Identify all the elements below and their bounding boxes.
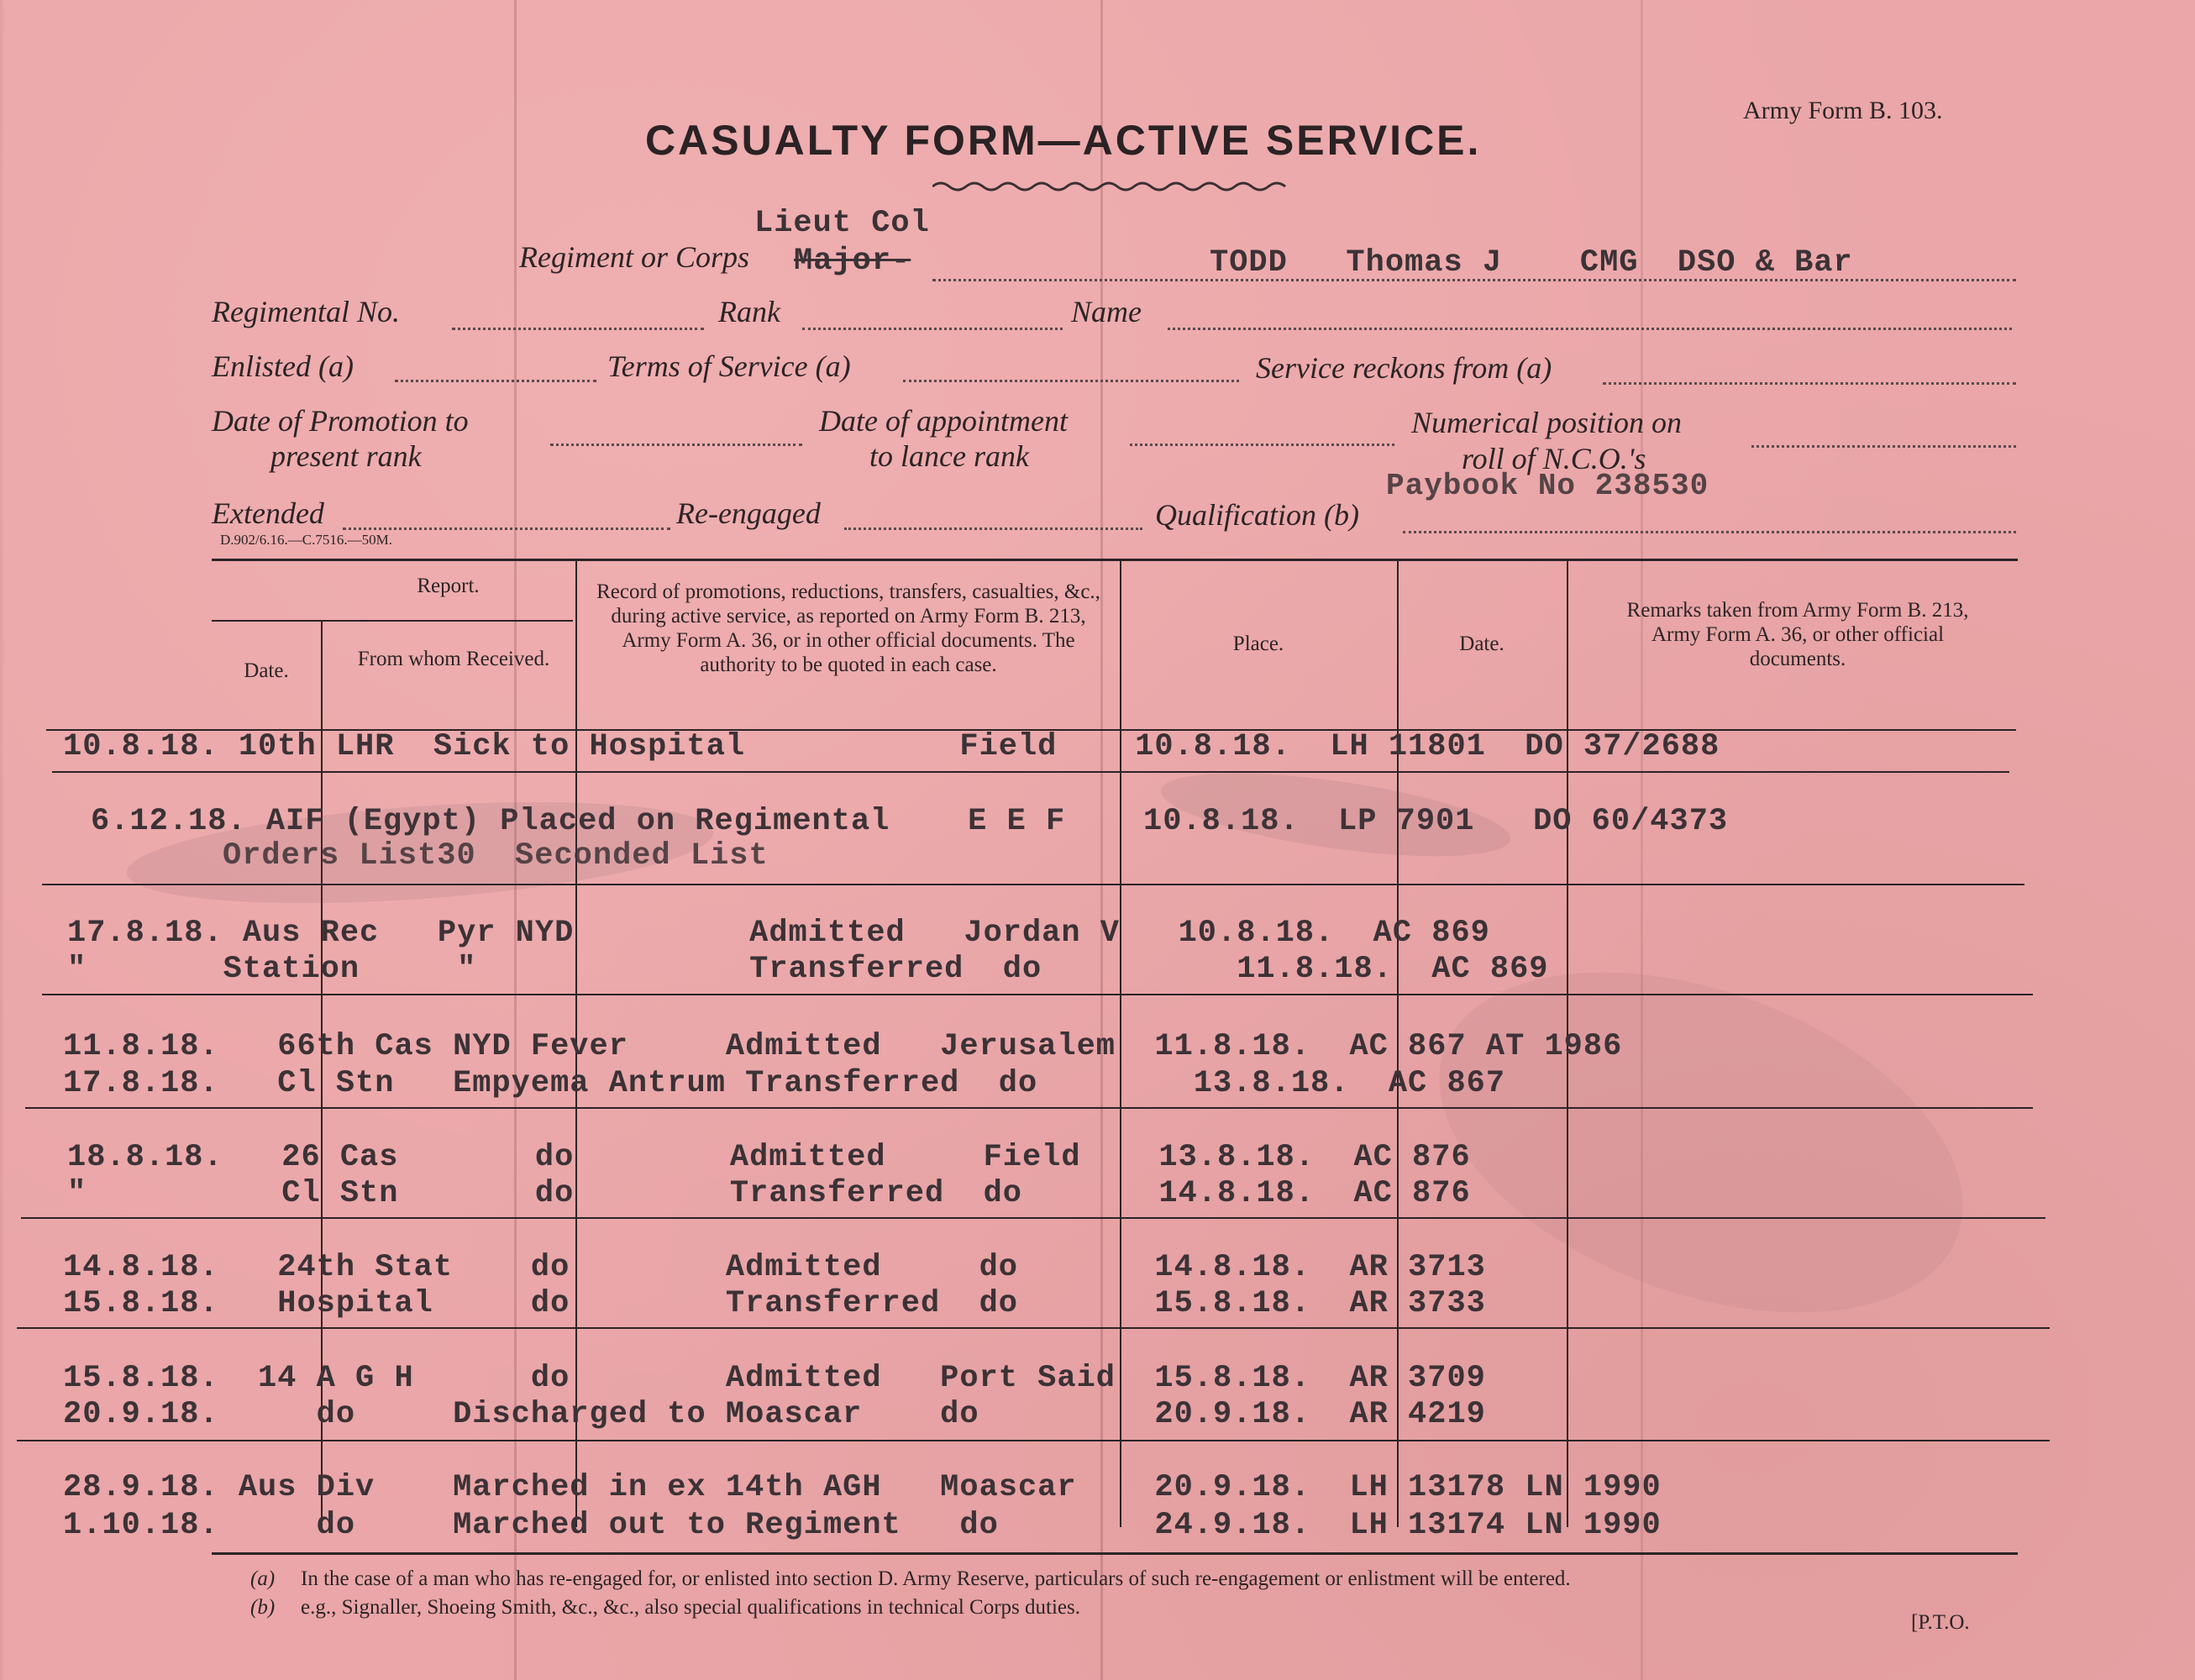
- form-title: CASUALTY FORM—ACTIVE SERVICE.: [645, 117, 1482, 164]
- report-subrule: [212, 620, 573, 622]
- reckons-dots: [1603, 382, 2016, 385]
- enlisted-label: Enlisted (a): [212, 349, 354, 383]
- entry-line: 28.9.18. Aus Div Marched in ex 14th AGH Moascar 20.9.18. LH 13178 LN 1990: [63, 1470, 1662, 1505]
- footnote-a-mark: (a): [250, 1567, 276, 1590]
- footnote-b: e.g., Signaller, Shoeing Smith, &c., &c., also special qualifications in technical Corps duties.: [301, 1596, 1080, 1619]
- entry-line: 10.8.18. 10th LHR Sick to Hospital Field 10.8.18. LH 11801 DO 37/2688: [63, 729, 1720, 764]
- table-bottom-rule: [212, 1552, 2018, 1555]
- qualification-label: Qualification (b): [1155, 498, 1359, 532]
- terms-dots: [903, 380, 1239, 382]
- rank-label: Rank: [718, 295, 780, 328]
- entry-line: 15.8.18. Hospital do Transferred do 15.8.18. AR 3733: [63, 1286, 1486, 1321]
- regiment-label: Regiment or Corps: [519, 240, 749, 274]
- name-dots: [1168, 328, 2012, 330]
- promotion-label-2: present rank: [270, 439, 422, 473]
- entry-line: Orders List30 Seconded List: [223, 838, 769, 874]
- pto-label: [P.T.O.: [1911, 1611, 1970, 1634]
- name-typed: TODD Thomas J CMG DSO & Bar: [1210, 245, 1853, 281]
- reckons-label: Service reckons from (a): [1256, 351, 1552, 385]
- reengaged-label: Re-engaged: [676, 496, 821, 530]
- rank-typed-top: Lieut Col: [754, 206, 930, 241]
- entry-line: 20.9.18. do Discharged to Moascar do 20.9.18. AR 4219: [63, 1397, 1486, 1432]
- appointment-label-1: Date of appointment: [819, 404, 1068, 438]
- footnote-b-mark: (b): [250, 1596, 276, 1619]
- entry-line: 14.8.18. 24th Stat do Admitted do 14.8.18. AR 3713: [63, 1250, 1486, 1285]
- entry-line: 1.10.18. do Marched out to Regiment do 24.9.18. LH 13174 LN 1990: [63, 1508, 1662, 1543]
- ink-smudge: [1156, 757, 1515, 873]
- print-code: D.902/6.16.—C.7516.—50M.: [220, 532, 392, 548]
- regimental-no-dots: [452, 328, 704, 330]
- appointment-label-2: to lance rank: [869, 439, 1029, 473]
- numerical-dots: [1751, 445, 2016, 448]
- place-header: Place.: [1232, 633, 1284, 655]
- entry-line: 17.8.18. Aus Rec Pyr NYD Admitted Jordan V 10.8.18. AC 869: [67, 916, 1490, 951]
- from-whom-header: From whom Received.: [357, 648, 550, 670]
- title-flourish: [932, 178, 1294, 195]
- numerical-label-1: Numerical position on: [1411, 406, 1682, 439]
- promotion-label-1: Date of Promotion to: [212, 404, 469, 438]
- extended-dots: [343, 528, 670, 530]
- date-header: Date.: [244, 659, 289, 682]
- entry-line: " Station " Transferred do 11.8.18. AC 869: [67, 952, 1549, 987]
- extended-label: Extended: [212, 496, 324, 530]
- entry-line: 17.8.18. Cl Stn Empyema Antrum Transferred do 13.8.18. AC 867: [63, 1066, 1506, 1101]
- name-label: Name: [1071, 295, 1142, 328]
- row-rule: [17, 1440, 2050, 1441]
- remarks-header: Remarks taken from Army Form B. 213, Army Form A. 36, or other official documents.: [1626, 599, 1969, 670]
- rank-dots: [802, 328, 1063, 330]
- entry-line: 15.8.18. 14 A G H do Admitted Port Said 15.8.18. AR 3709: [63, 1361, 1486, 1396]
- entry-line: 18.8.18. 26 Cas do Admitted Field 13.8.18. AC 876: [67, 1140, 1471, 1175]
- promotion-dots: [550, 444, 802, 446]
- paybook-typed: Paybook No 238530: [1386, 469, 1709, 503]
- entry-line: 11.8.18. 66th Cas NYD Fever Admitted Jerusalem 11.8.18. AC 867 AT 1986: [63, 1029, 1623, 1064]
- appointment-dots: [1130, 444, 1394, 446]
- entry-line: " Cl Stn do Transferred do 14.8.18. AC 876: [67, 1176, 1471, 1211]
- entry-line: 6.12.18. AIF (Egypt) Placed on Regimental E E F 10.8.18. LP 7901 DO 60/4373: [91, 804, 1729, 839]
- footnote-a: In the case of a man who has re-engaged for, or enlisted into section D. Army Reserve, particulars of such re-engagement or enlistment will be entered.: [301, 1567, 1571, 1590]
- reengaged-dots: [844, 528, 1142, 530]
- record-header: Record of promotions, reductions, transfers, casualties, &c., during active service, as reported on Army Form B. 213, Army Form A. 36, or in other official documents. The authority to be quoted in each case.: [596, 580, 1100, 676]
- form-number: Army Form B. 103.: [1743, 97, 1943, 124]
- row-rule: [17, 1327, 2050, 1329]
- regimental-no-label: Regimental No.: [212, 295, 400, 328]
- rank-typed-struck: Major-: [794, 244, 911, 279]
- date2-header: Date.: [1459, 633, 1504, 655]
- enlisted-dots: [395, 380, 596, 382]
- table-top-rule: [212, 559, 2018, 561]
- terms-label: Terms of Service (a): [607, 349, 851, 383]
- report-header: Report.: [417, 575, 480, 597]
- qualification-dots: [1403, 531, 2016, 533]
- numerical-label-2: roll of N.C.O.'s: [1462, 442, 1646, 475]
- row-rule: [52, 771, 2009, 773]
